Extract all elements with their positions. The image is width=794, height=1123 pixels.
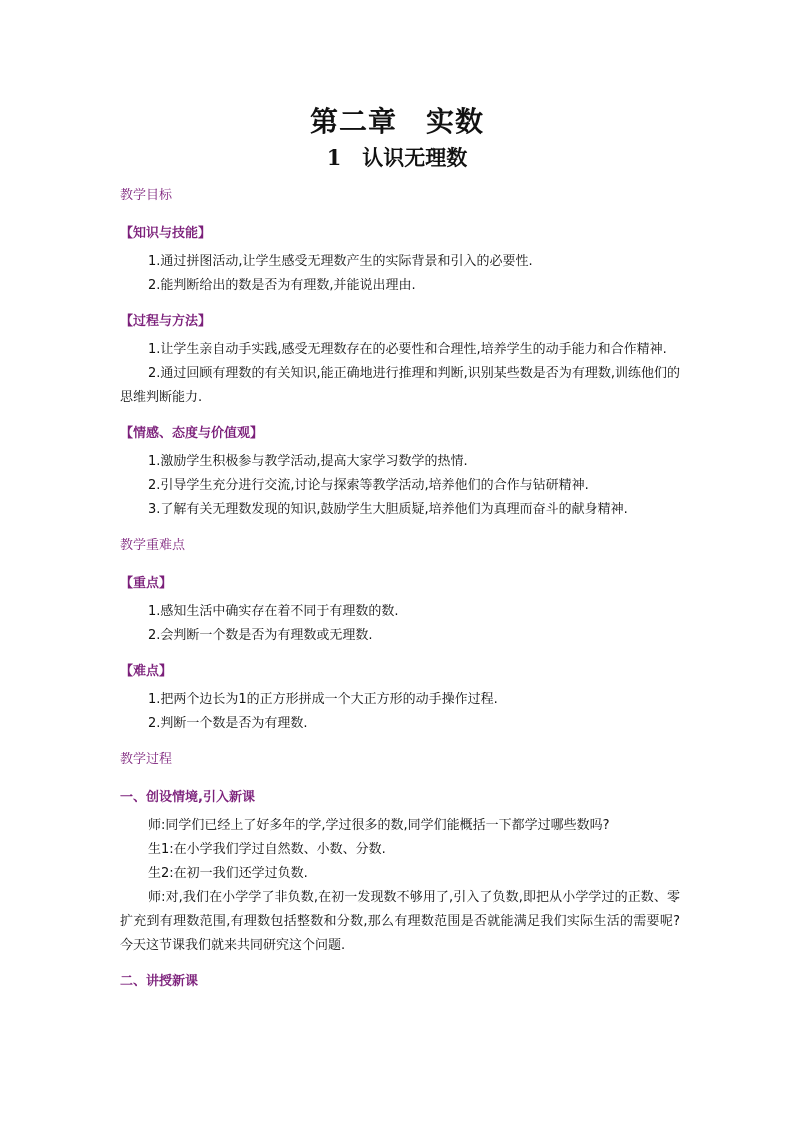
section-heading-process: 教学过程	[120, 752, 173, 767]
subsection-intro	[120, 788, 680, 958]
chapter-title: 第二章 实数	[309, 105, 484, 138]
subsection-heading-knowledge: 【知识与技能】	[120, 226, 212, 241]
list-item: 1.通过拼图活动,让学生感受无理数产生的实际背景和引入的必要性.	[148, 254, 533, 269]
list-item: 生1:在小学我们学过自然数、小数、分数.	[148, 842, 386, 857]
subsection-heading-new-lesson: 二、讲授新课	[120, 974, 199, 989]
list-item: 2.判断一个数是否为有理数.	[148, 716, 308, 731]
subsection-heading-intro: 一、创设情境,引入新课	[120, 790, 255, 805]
list-item: 2.能判断给出的数是否为有理数,并能说出理由.	[148, 278, 416, 293]
subsection-heading-focus: 【重点】	[120, 576, 173, 591]
list-item: 师:对,我们在小学学了非负数,在初一发现数不够用了,引入了负数,即把从小学学过的正数、零扩充到有理数范围,有理数包括整数和分数,那么有理数范围是否就能满足我们实际生活的需要呢?今天这节课我们就来共同研究这个问题.	[120, 890, 680, 953]
list-item: 1.感知生活中确实存在着不同于有理数的数.	[148, 604, 399, 619]
subsection-heading-process-method: 【过程与方法】	[120, 314, 212, 329]
list-item: 1.激励学生积极参与教学活动,提高大家学习数学的热情.	[148, 454, 468, 469]
subsection-process-method	[120, 312, 680, 410]
list-item: 2.引导学生充分进行交流,讨论与探索等教学活动,培养他们的合作与钻研精神.	[148, 478, 589, 493]
list-item: 2.会判断一个数是否为有理数或无理数.	[148, 628, 373, 643]
list-item: 师:同学们已经上了好多年的学,学过很多的数,同学们能概括一下都学过哪些数吗?	[148, 818, 610, 833]
subsection-difficulty	[120, 662, 680, 736]
subsection-attitude	[120, 424, 680, 522]
lesson-title: 1 认识无理数	[326, 145, 468, 170]
section-heading-keypoints: 教学重难点	[120, 538, 186, 553]
subsection-knowledge	[120, 224, 680, 298]
subsection-heading-attitude: 【情感、态度与价值观】	[120, 426, 264, 441]
section-heading-objectives: 教学目标	[120, 188, 173, 203]
document-body	[120, 186, 680, 998]
list-item: 1.让学生亲自动手实践,感受无理数存在的必要性和合理性,培养学生的动手能力和合作精神.	[148, 342, 667, 357]
subsection-heading-difficulty: 【难点】	[120, 664, 173, 679]
list-item: 1.把两个边长为1的正方形拼成一个大正方形的动手操作过程.	[148, 692, 498, 707]
list-item: 2.通过回顾有理数的有关知识,能正确地进行推理和判断,识别某些数是否为有理数,训练他们的思维判断能力.	[120, 366, 680, 405]
list-item: 生2:在初一我们还学过负数.	[148, 866, 308, 881]
list-item: 3.了解有关无理数发现的知识,鼓励学生大胆质疑,培养他们为真理而奋斗的献身精神.	[148, 502, 628, 517]
subsection-focus	[120, 574, 680, 648]
